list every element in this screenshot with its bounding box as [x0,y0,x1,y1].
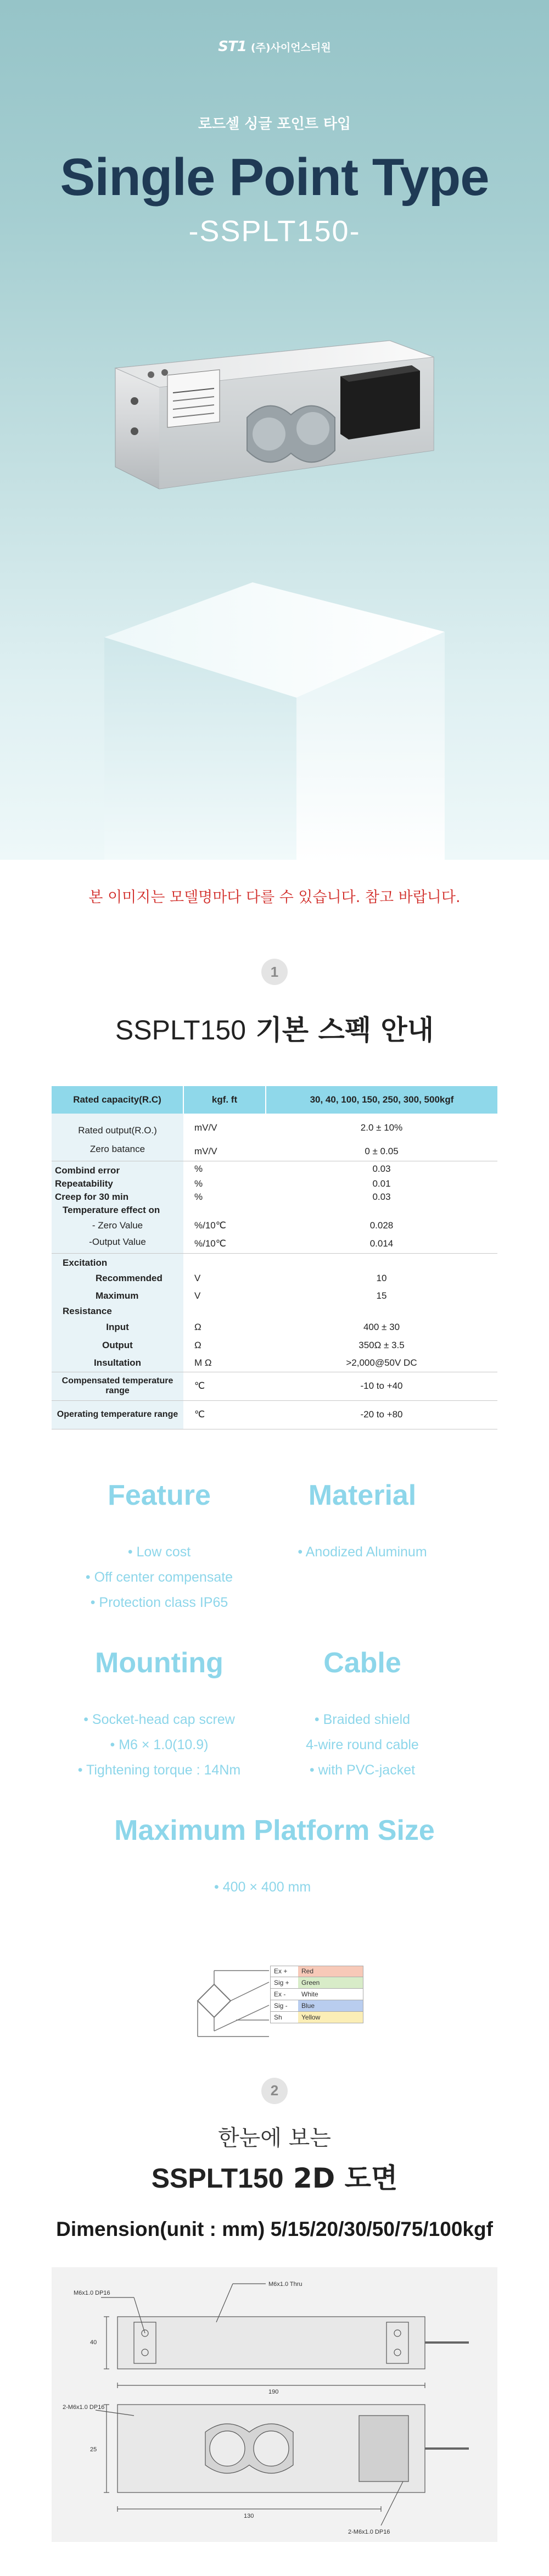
spec-section [0,931,549,1429]
drawing-svg [52,2267,497,2542]
spec-title-model: SSPLT150 [115,1015,247,1045]
wiring-legend [270,1966,363,2023]
table-row: Maximum V 15 [52,1287,497,1305]
mounting-heading: Mounting [95,1646,223,1679]
wire-row: Sig - Blue [270,2000,363,2012]
table-row: Compensated temperature range ℃ -10 to +40 [52,1372,497,1400]
table-row: Rated output(R.O.) mV/V 2.0 ± 10% [52,1114,497,1142]
drawing-dim-top: 190 [268,2388,279,2395]
dimension-section [0,2078,549,2575]
material-list [247,1539,478,1565]
platform-heading: Maximum Platform Size [114,1814,435,1846]
dimension-title-model: SSPLT150 [151,2162,284,2194]
hero-banner [0,0,549,860]
list-item: 4-wire round cable [306,1737,419,1752]
dimension-unit-line: Dimension(unit : mm) 5/15/20/30/50/75/100kgf [56,2217,493,2240]
spec-table [52,1086,497,1429]
brand-logo [0,38,549,55]
wire-row: Ex + Red [270,1966,363,1977]
wire-row: Sh Yellow [270,2012,363,2023]
hero-subtitle: 로드셀 싱글 포인트 타입 [198,116,351,132]
drawing-label-c: 2-M6x1.0 DP16 [63,2403,105,2411]
list-item: • M6 × 1.0(10.9) [110,1737,209,1752]
table-row: Operating temperature range ℃ -20 to +80 [52,1400,497,1429]
mounting-list [44,1707,274,1783]
table-row: Output Ω 350Ω ± 3.5 [52,1337,497,1354]
brand-mark: ST1 [218,38,247,55]
table-row: Repeatability % 0.01 [52,1177,497,1190]
table-row: Creep for 30 min % 0.03 [52,1190,497,1204]
load-cell-image [104,335,445,500]
drawing-label-d: 2-M6x1.0 DP16 [348,2528,390,2535]
table-row: Input Ω 400 ± 30 [52,1318,497,1337]
list-item: • Low cost [127,1544,191,1560]
feature-heading: Feature [108,1479,211,1511]
spec-title-text: 기본 스펙 안내 [255,1014,434,1046]
list-item: • with PVC-jacket [309,1762,416,1778]
hero-model: -SSPLT150- [188,215,361,248]
cable-heading: Cable [323,1646,401,1679]
header-capacity: Rated capacity(R.C) [52,1086,183,1114]
list-item: • Anodized Aluminum [298,1544,427,1560]
list-item: • Socket-head cap screw [83,1711,235,1727]
table-row: Combind error % 0.03 [52,1161,497,1177]
features-section [0,1479,549,2056]
cable-list [247,1707,478,1783]
bottom-spacer [0,2542,549,2575]
drawing-dim-left: 40 [90,2339,97,2346]
drawing-dim-sub: 25 [90,2446,97,2453]
list-item: • 400 × 400 mm [214,1879,311,1895]
drawing-label-a: M6x1.0 DP16 [74,2289,110,2296]
drawing-dim-bottom: 130 [244,2512,254,2519]
spec-table-header [52,1086,497,1114]
material-heading: Material [308,1479,417,1511]
table-row: Resistance [52,1305,497,1318]
feature-list [44,1539,274,1615]
section-number-2: 2 [261,2078,288,2104]
wire-row: Ex - White [270,1989,363,2000]
list-item: • Off center compensate [85,1569,233,1585]
table-row: Temperature effect on [52,1204,497,1217]
header-unit: kgf. ft [183,1086,266,1114]
brand-name: (주)사이언스티원 [250,41,331,54]
section-number-1: 1 [261,959,288,985]
header-values: 30, 40, 100, 150, 250, 300, 500kgf [266,1086,497,1114]
hero-title: Single Point Type [60,148,489,207]
table-row: Recommended V 10 [52,1270,497,1287]
table-row: Zero batance mV/V 0 ± 0.05 [52,1142,497,1161]
drawing-label-b: M6x1.0 Thru [268,2280,302,2288]
image-notice: 본 이미지는 모델명마다 다를 수 있습니다. 참고 바랍니다. [88,888,461,906]
list-item: • Protection class IP65 [90,1594,228,1610]
table-row: Excitation [52,1253,497,1270]
list-item: • Tightening torque : 14Nm [77,1762,241,1778]
table-row: Insultation M Ω >2,000@50V DC [52,1354,497,1372]
platform-list [55,1874,384,1900]
table-row: - Zero Value %/10℃ 0.028 [52,1217,497,1234]
dimension-title-text: 2D 도면 [293,2162,398,2194]
wire-row: Sig + Green [270,1977,363,1989]
spec-section-title [0,1008,549,1048]
dimension-title [0,2156,549,2196]
display-pedestal [88,571,461,860]
technical-drawing [52,2267,497,2542]
dimension-pretitle: 한눈에 보는 [218,2125,331,2151]
list-item: • Braided shield [314,1711,411,1727]
table-row: -Output Value %/10℃ 0.014 [52,1234,497,1253]
